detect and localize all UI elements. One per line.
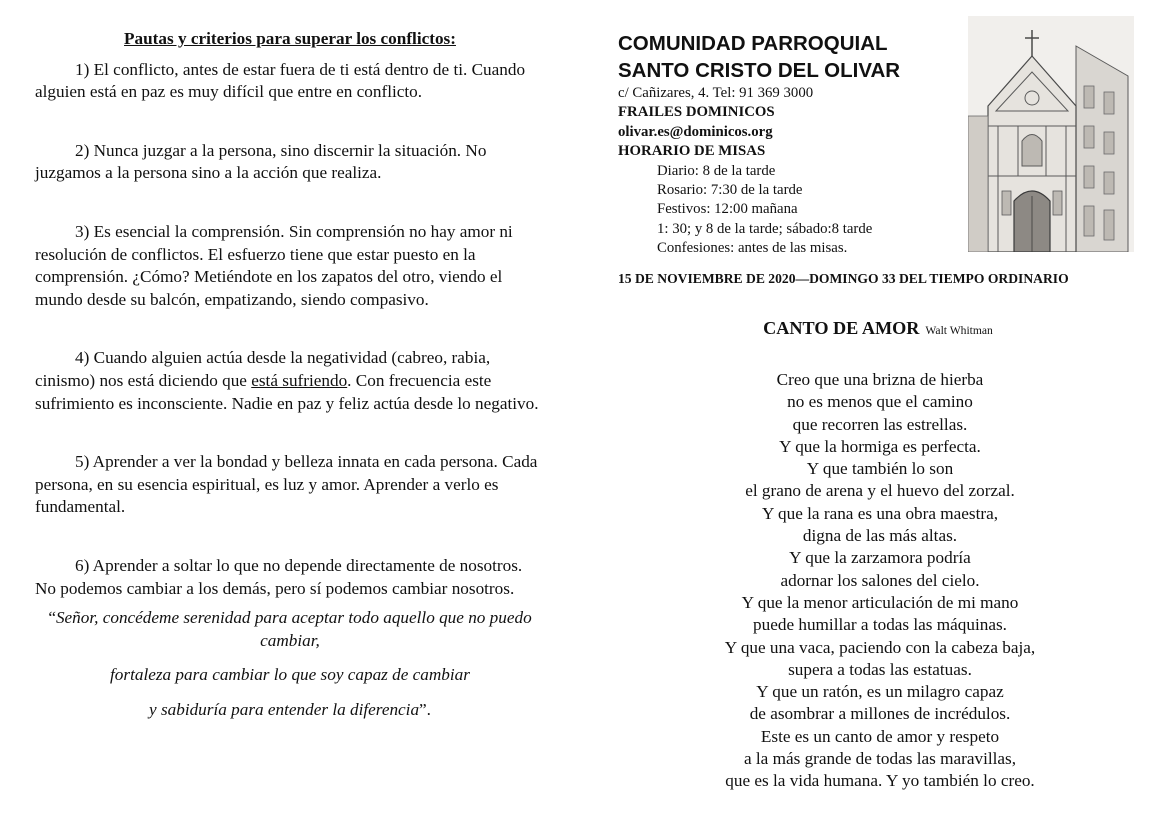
left-column	[35, 28, 545, 721]
poem-line: Y que la hormiga es perfecta.	[779, 436, 981, 456]
mass-schedule-heading: HORARIO DE MISAS	[618, 143, 766, 160]
church-facade-sketch-icon	[968, 16, 1134, 252]
poem-line: a la más grande de todas las maravillas,	[743, 749, 1017, 769]
poem-line: supera a todas las estatuas.	[788, 659, 972, 679]
prayer-text-3: y sabiduría para entender la diferencia	[149, 699, 420, 719]
poem-line: el grano de arena y el huevo del zorzal.	[745, 481, 1015, 501]
poem-title: CANTO DE AMOR	[763, 318, 920, 338]
date-line: 15 DE NOVIEMBRE DE 2020—DOMINGO 33 DEL TIEMPO ORDINARIO	[618, 271, 1069, 286]
guideline-4-text-b: . Con frecuencia este sufrimiento es inconsciente. Nadie en paz y feliz actúa desde lo negativo.	[35, 370, 539, 413]
parish-order: FRAILES DOMINICOS	[618, 104, 775, 121]
poem-line: Creo que una brizna de hierba	[776, 370, 984, 389]
parish-name-line-1: COMUNIDAD PARROQUIAL	[618, 32, 888, 55]
prayer-text-1: Señor, concédeme serenidad para aceptar todo aquello que no puedo cambiar,	[55, 608, 532, 650]
guideline-2: 2) Nunca juzgar a la persona, sino discernir la situación. No juzgamos a la persona sino a la acción que realiza.	[35, 140, 487, 183]
guideline-4-underlined: está sufriendo	[251, 370, 348, 390]
guideline-6: 6) Aprender a soltar lo que no depende directamente de nosotros. No podemos cambiar a los demás, pero sí podemos cambiar nosotros.	[35, 555, 523, 598]
poem-line: Y que la menor articulación de mi mano	[741, 592, 1019, 612]
poem-line: Este es un canto de amor y respeto	[760, 726, 1000, 746]
conflict-guidelines-heading: Pautas y criterios para superar los conflictos:	[124, 29, 456, 48]
poem-line: Y que también lo son	[806, 459, 954, 479]
parish-address: c/ Cañizares, 4. Tel: 91 369 3000	[618, 85, 814, 101]
prayer-open-quote: “	[48, 608, 56, 628]
mass-time-afternoon: 1: 30; y 8 de la tarde; sábado:8 tarde	[657, 220, 873, 237]
parish-name-line-2: SANTO CRISTO DEL OLIVAR	[618, 59, 901, 82]
guideline-3: 3) Es esencial la comprensión. Sin comprensión no hay amor ni resolución de conflictos. El esfuerzo tiene que estar puesto en la comprensión. ¿Cómo? Metiéndote en los zapatos del otro, viendo el mundo desde su balcón, empatizando, siendo compasivo.	[35, 221, 513, 309]
guideline-5: 5) Aprender a ver la bondad y belleza innata en cada persona. Cada persona, en su esencia espiritual, es luz y amor. Aprender a verlo es fundamental.	[35, 452, 538, 517]
mass-time-holidays: Festivos: 12:00 mañana	[657, 201, 798, 218]
guideline-4-text-a: 4) Cuando alguien actúa desde la negatividad (cabreo, rabia, cinismo) nos está diciendo que	[35, 348, 491, 390]
poem-line: no es menos que el camino	[787, 392, 973, 412]
poem-line: Y que un ratón, es un milagro capaz	[756, 682, 1004, 702]
poem-line: adornar los salones del cielo.	[780, 570, 980, 590]
poem-line: de asombrar a millones de incrédulos.	[749, 704, 1011, 724]
poem-line: digna de las más altas.	[802, 526, 958, 546]
poem-line: Y que la rana es una obra maestra,	[761, 503, 999, 523]
poem-line: que recorren las estrellas.	[792, 414, 968, 434]
mass-time-daily: Diario: 8 de la tarde	[657, 162, 776, 179]
mass-time-rosary: Rosario: 7:30 de la tarde	[657, 182, 803, 199]
parish-email: olivar.es@dominicos.org	[618, 123, 773, 140]
mass-time-confessions: Confesiones: antes de las misas.	[657, 240, 848, 257]
poem	[640, 369, 1120, 793]
poem-author: Walt Whitman	[925, 324, 993, 337]
poem-line: Y que una vaca, paciendo con la cabeza baja,	[724, 637, 1036, 657]
prayer-close-quote: ”.	[419, 699, 431, 719]
poem-line: puede humillar a todas las máquinas.	[753, 615, 1007, 635]
poem-title-block	[618, 318, 1138, 339]
poem-line: Y que la zarzamora podría	[789, 548, 971, 568]
prayer-line-3	[35, 699, 545, 722]
poem-line: que es la vida humana. Y yo también lo creo.	[725, 771, 1035, 791]
prayer-line-1	[35, 607, 545, 652]
prayer-line-2: fortaleza para cambiar lo que soy capaz de cambiar	[110, 665, 470, 685]
guideline-1: 1) El conflicto, antes de estar fuera de ti está dentro de ti. Cuando alguien está en paz es muy difícil que entre en conflicto.	[35, 59, 526, 102]
guideline-4	[35, 347, 545, 415]
